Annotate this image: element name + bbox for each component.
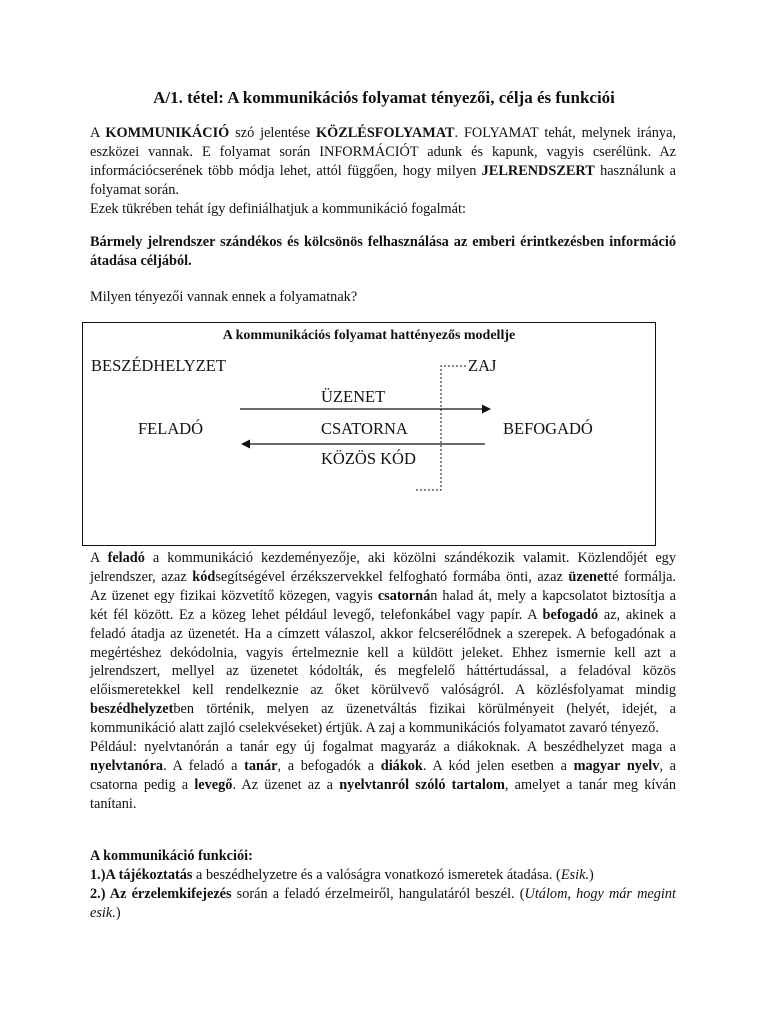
example-text-part: Például: nyelvtanórán a tanár egy új fogalmat magyaráz a diákoknak. A beszédhelyzet maga a bbox=[90, 739, 676, 756]
question-paragraph bbox=[90, 288, 676, 307]
example-term-tanar: tanár bbox=[244, 757, 278, 774]
term-kozlesfolyamat: KÖZLÉSFOLYAMAT bbox=[315, 125, 455, 141]
body-text-part: té formálja. Az üzenet egy fizikai közvetítő közegen, vagyis bbox=[90, 568, 676, 604]
explanation-paragraph bbox=[90, 549, 676, 738]
label-felado: FELADÓ bbox=[138, 419, 204, 438]
term-csatorna: csatorná bbox=[377, 587, 431, 604]
example-text-part: , amelyet a tanár meg kíván tanítani. bbox=[90, 776, 676, 812]
intro-line2: Ezek tükrében tehát így definiálhatjuk a kommunikáció fogalmát: bbox=[90, 200, 466, 217]
term-uzenet: üzenet bbox=[568, 568, 609, 585]
example-paragraph bbox=[90, 738, 676, 814]
functions-heading: A kommunikáció funkciói: bbox=[90, 848, 253, 864]
definition-paragraph bbox=[90, 233, 676, 271]
example-term-levego: levegő bbox=[194, 776, 233, 793]
body-text-part: segítségével érzékszervekkel felfogható formába önti, azaz bbox=[215, 568, 569, 585]
label-csatorna: CSATORNA bbox=[321, 419, 408, 438]
intro-text-part: A bbox=[90, 125, 106, 141]
term-jelrendszert: JELRENDSZERT bbox=[481, 162, 595, 179]
example-text-part: , a befogadók a bbox=[277, 757, 381, 774]
function-2-name: Az érzelemkifejezés bbox=[105, 885, 232, 902]
function-1-example: Esik. bbox=[560, 866, 590, 883]
feedback-arrowhead bbox=[241, 440, 250, 449]
explanation-section bbox=[90, 549, 676, 814]
function-1-close: ) bbox=[589, 866, 594, 883]
term-felado: feladó bbox=[107, 550, 145, 566]
example-text-part: . A kód jelen esetben a bbox=[422, 757, 574, 774]
example-text-part: . Az üzenet az a bbox=[232, 776, 340, 793]
function-1-name: A tájékoztatás bbox=[105, 866, 193, 883]
definition-text: Bármely jelrendszer szándékos és kölcsönös felhasználása az emberi érintkezésben információ átadása céljából. bbox=[90, 234, 676, 269]
communication-model-diagram bbox=[82, 322, 656, 546]
example-term-diakok: diákok bbox=[380, 757, 423, 774]
term-befogado: befogadó bbox=[542, 606, 599, 623]
example-term-magyar-nyelv: magyar nyelv bbox=[573, 757, 660, 774]
term-beszedhelyzet: beszédhelyzet bbox=[90, 701, 174, 718]
question-text: Milyen tényezői vannak ennek a folyamatnak? bbox=[90, 289, 358, 305]
term-kommunikacio: KOMMUNIKÁCIÓ bbox=[105, 125, 230, 141]
functions-section bbox=[90, 847, 676, 923]
example-text-part: , a csatorna pedig a bbox=[90, 757, 677, 793]
example-text-part: . A feladó a bbox=[163, 757, 245, 774]
noise-dotted-line bbox=[416, 366, 466, 490]
label-kozos-kod: KÖZÖS KÓD bbox=[321, 449, 416, 468]
function-1-text: a beszédhelyzetre és a valóságra vonatkozó ismeretek átadása. ( bbox=[192, 866, 561, 883]
function-1-number: 1.) bbox=[90, 866, 106, 883]
intro-text bbox=[90, 124, 676, 200]
body-text-part: A bbox=[90, 550, 108, 566]
label-befogado: BEFOGADÓ bbox=[503, 419, 593, 438]
intro-text-part: . FOLYAMAT tehát, melynek iránya, eszközei vannak. E folyamat során INFORMÁCIÓT adunk és kapunk, vagyis cserélünk. Az információcserének több módja lehet, attól függően, hogy milyen bbox=[90, 125, 676, 179]
function-2-close: ) bbox=[115, 904, 121, 921]
function-2-text: során a feladó érzelmeiről, hangulatáról beszél. ( bbox=[231, 885, 525, 902]
body-text-part: ben történik, melyen az üzenetváltás fizikai körülményeit (helyét, idejét, a kommunikáció alatt zajló cselekvéseket) értjük. A zaj a kommunikációs folyamatot zavaró tényező. bbox=[90, 701, 676, 737]
label-uzenet: ÜZENET bbox=[321, 387, 386, 406]
term-kod: kód bbox=[192, 568, 216, 585]
body-text-part: az, akinek a feladó átadja az üzenetét. Ha a címzett válaszol, akkor felcserélődnek a szerepek. A befogadónak a megértéshez dekódolnia, vagyis értelmeznie kell a küldött jeleket. Ehhez ismernie kell azt a jelrendszert, mellyel az üzenetet kódolták, és megfelelő háttértudással, a feladóval közös előismeretekkel kell rendelkeznie az őket körülvevő valóságról. A közlésfolyamat mindig bbox=[90, 606, 677, 699]
body-text-part: a kommunikáció kezdeményezője, aki közölni szándékozik valamit. Közlendőjét egy jelrendszer, azaz bbox=[90, 550, 676, 585]
example-term-tartalom: nyelvtanról szóló tartalom bbox=[339, 776, 505, 793]
function-1 bbox=[90, 866, 676, 885]
function-2 bbox=[90, 885, 676, 923]
document-title: A/1. tétel: A kommunikációs folyamat tényezői, célja és funkciói bbox=[153, 88, 615, 107]
body-text-part: n halad át, mely a kapcsolatot biztosítja a két fél között. Ez a közeg lehet például levegő, telefonkábel vagy papír. A bbox=[90, 587, 677, 623]
label-zaj: ZAJ bbox=[468, 356, 497, 375]
label-beszedhelyzet: BESZÉDHELYZET bbox=[91, 356, 226, 375]
intro-text-part: használunk a folyamat során. bbox=[90, 162, 677, 198]
intro-paragraph bbox=[90, 124, 676, 219]
diagram-title: A kommunikációs folyamat hattényezős modellje bbox=[222, 328, 516, 343]
message-arrowhead bbox=[482, 405, 491, 414]
function-2-number: 2.) bbox=[90, 885, 106, 902]
example-term-nyelvtanora: nyelvtanóra bbox=[90, 757, 164, 774]
intro-text-part: szó jelentése bbox=[229, 125, 316, 141]
function-2-example: Utálom, hogy már megint esik. bbox=[90, 885, 677, 921]
